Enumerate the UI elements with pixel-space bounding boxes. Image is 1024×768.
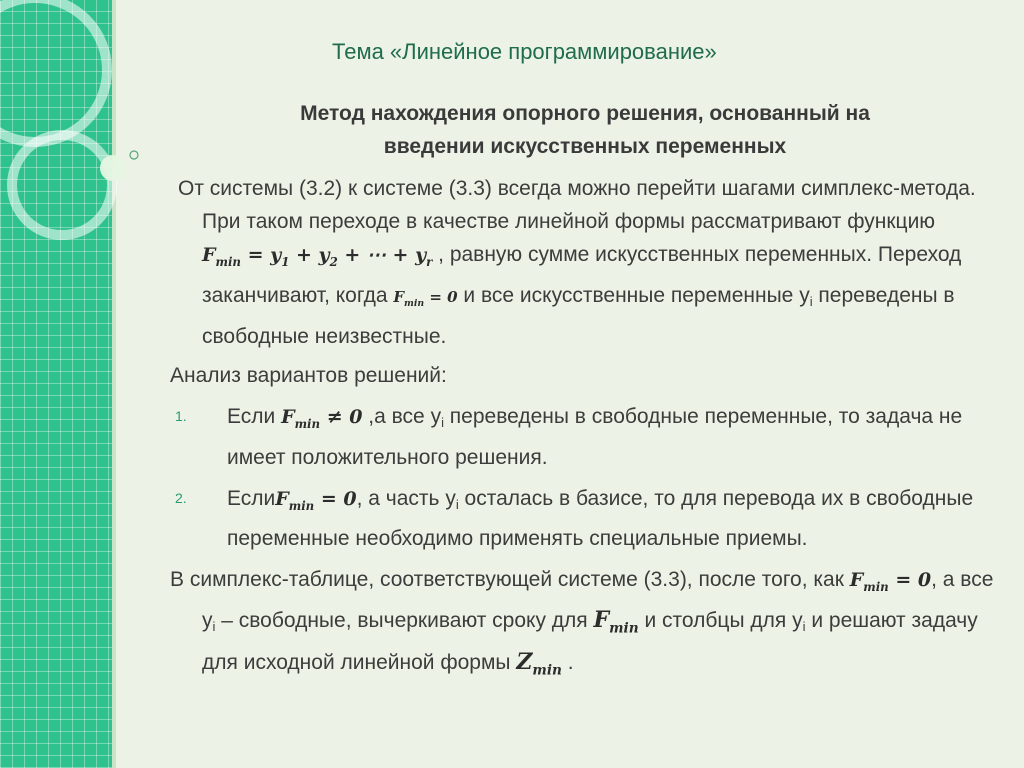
list-1-text-b: ,а все y [362, 404, 442, 428]
formula-fmin-eq-zero-2: $F_{min} = 0$ [849, 569, 932, 595]
list-number-2: 2. [175, 489, 187, 506]
analysis-heading: Анализ вариантов решений: [170, 363, 447, 387]
final-text-d: и столбцы для y [638, 609, 803, 633]
decorative-circles [0, 0, 160, 260]
paragraph-intro [170, 172, 1000, 353]
list-item-1 [170, 400, 1000, 474]
formula-zmin: $Z_{min}$ [516, 648, 562, 678]
list-number-1: 1. [175, 407, 187, 424]
formula-fmin-eq-zero: $F_{min} = 0$ [275, 487, 357, 513]
final-text-e: и решают задачу для исходной линейной формы [202, 609, 978, 674]
final-text-f: . [561, 650, 574, 674]
list-1-text-c: переведены в свободные переменные, то задача не имеет положительного решения. [227, 404, 963, 469]
final-text-a: В симплекс-таблице, соответствующей системе (3.3), после того, как [170, 568, 850, 592]
intro-text-2: , равную сумме искусственных переменных. Переход заканчивают, когда [202, 243, 962, 307]
slide-title: Тема «Линейное программирование» [332, 39, 717, 64]
list-2-text-c: осталась в базисе, то для перевода их в свободные переменные необходимо применять специальные приемы. [227, 486, 974, 551]
list-item-2 [170, 482, 1000, 556]
intro-text-3: и все искусственные переменные y [457, 283, 810, 307]
slide-content [170, 172, 1000, 689]
list-2-subscript: i [455, 496, 459, 512]
list-1-subscript: i [441, 414, 444, 430]
list-1-text-a: Если [227, 404, 282, 428]
list-2-text-a: Если [227, 486, 276, 510]
list-2-text-b: , а часть y [356, 486, 456, 510]
subtitle-line-1: Метод нахождения опорного решения, основанный на [300, 102, 870, 125]
final-text-b: , а все y [202, 568, 994, 633]
formula-fmin: $F_{min}$ [593, 607, 639, 637]
dot-large [100, 155, 126, 181]
formula-fmin-neq-zero: $F_{min} \ne 0$ [281, 405, 363, 431]
subtitle-line-2: введении искусственных переменных [383, 135, 787, 158]
slide-subtitle [230, 97, 940, 163]
final-text-c: – свободные, вычеркивают сроку для [215, 609, 594, 633]
paragraph-final [170, 563, 1000, 687]
intro-text-1: От системы (3.2) к системе (3.3) всегда можно перейти шагами симплекс-метода. При таком переходе в качестве линейной формы рассматривают функцию [178, 177, 976, 233]
intro-text-4: переведены в свободные неизвестные. [202, 283, 955, 348]
large-ring [0, 0, 107, 142]
final-subscript-2: i [802, 619, 806, 635]
dot-small [130, 151, 138, 159]
subscript-i: i [809, 293, 813, 309]
formula-fmin-sum: $F_{min} = y_1 + y_2$ + ⋯ + $y_r$ [202, 244, 433, 269]
small-ring [12, 135, 112, 235]
formula-fmin-zero: $F_{min} = 0$ [393, 287, 458, 309]
final-subscript-1: i [212, 619, 216, 635]
